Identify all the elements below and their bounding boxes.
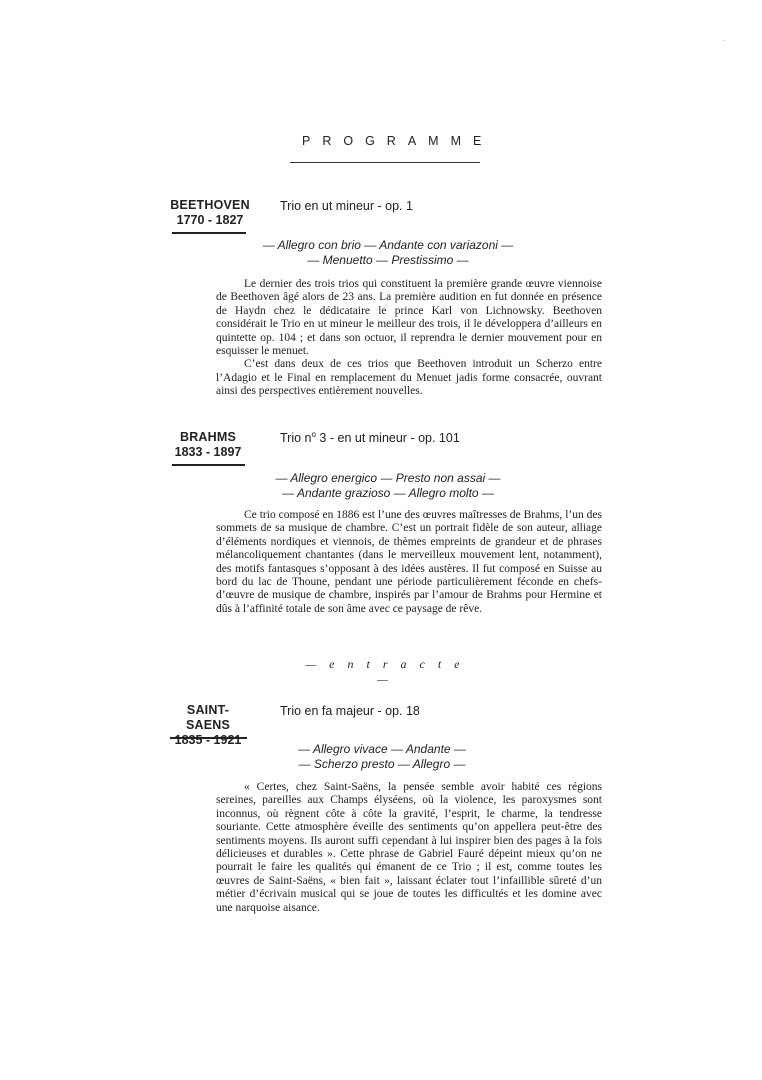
composer-brahms [166, 430, 250, 460]
composer-name: BRAHMS [179, 430, 237, 444]
page-title: PROGRAMME [302, 134, 494, 148]
movements [218, 471, 558, 500]
composer-dates: 1835 - 1921 [174, 733, 242, 747]
scan-mark: · [722, 36, 726, 47]
movements-line: — Allegro energico — Presto non assai — [275, 471, 501, 485]
composer-dates: 1770 - 1827 [176, 213, 244, 227]
work-title-suffix: 3 - en ut mineur - op. 101 [315, 431, 460, 445]
notes-paragraph [216, 509, 602, 616]
composer-underline [170, 737, 247, 739]
composer-underline [172, 464, 245, 466]
title-underline [290, 162, 480, 163]
movements-line: — Allegro vivace — Andante — [298, 742, 466, 756]
movements-line: — Scherzo presto — Allegro — [298, 756, 466, 771]
work-title [280, 430, 460, 445]
composer-dates: 1833 - 1897 [174, 445, 242, 459]
composer-beethoven [168, 198, 252, 228]
work-title: Trio en fa majeur - op. 18 [280, 704, 420, 718]
work-title: Trio en ut mineur - op. 1 [280, 199, 413, 213]
paragraph: C’est dans deux de ces trios que Beethoven introduit un Scherzo entre l’Adagio et le Final en remplacement du Menuet jadis forme consacrée, ouvrant ainsi des perspectives entièrement nouvelles. [216, 358, 602, 398]
movements [218, 238, 558, 267]
paragraph: « Certes, chez Saint-Saëns, la pensée semble avoir habité ces régions sereines, pareilles aux Champs élyséens, où la violence, les paroxysmes sont inconnus, où règnent côte à côte la gravité, l’esprit, le charme, la tendresse souriante. Cette atmosphère éveille des sentiments qu’on appellera peut-être des sentiments moyens. Ils auront suffi cependant à lui inspirer bien des pages à la fois délicieuses et durables ». Cette phrase de Gabriel Fauré dépeint mieux qu’on ne pourrait le faire les qualités qui émanent de ce Trio ; il est, comme toutes les œuvres de Saint-Saëns, « bien fait », laissant éclater tout l’infaillible sûreté d’un métier d’écrivain musical qui se joue de toutes les difficultés et les domine avec une narquoise aisance. [216, 781, 602, 914]
paragraph: Ce trio composé en 1886 est l’une des œuvres maîtresses de Brahms, l’un des sommets de sa musique de chambre. C’est un portrait fidèle de son auteur, alliage d’éléments nordiques et viennois, de thèmes empreints de grandeur et de phrases mélancoliquement chantantes (dans le merveilleux mouvement lent, notamment), des motifs fantasques s’opposant à des idées austères. Il fut composé en Suisse au bord du lac de Thoune, pendant une période particulièrement féconde en chefs-d’œuvre de musique de chambre, inspirés par l’amour de Brahms pour Hermine et dûs à l’affinité totale de son âme avec ce paysage de rêve. [216, 509, 602, 615]
movements [212, 742, 552, 771]
notes-paragraph [216, 278, 602, 399]
work-title-superscript: o [311, 430, 316, 439]
movements-line: — Andante grazioso — Allegro molto — [282, 485, 494, 500]
movements-line: — Allegro con brio — Andante con variazoni — [262, 238, 514, 252]
notes-paragraph [216, 781, 602, 915]
paragraph: Le dernier des trois trios qui constituent la première grande œuvre viennoise de Beethoven âgé alors de 23 ans. La première audition en fut donnée en présence de Haydn chez le dédicataire le prince Karl von Lichnowsky. Beethoven considérait le Trio en ut mineur le meilleur des trois, il le développera d’ailleurs en quintette op. 104 ; et dans son octuor, il reprendra le dernier mouvement pour en esquisser le menuet. [216, 278, 602, 358]
movements-line: — Menuetto — Prestissimo — [307, 252, 469, 267]
composer-name: BEETHOVEN [170, 198, 250, 212]
composer-name: SAINT-SAENS [185, 703, 231, 732]
work-title-prefix: Trio n [280, 431, 312, 445]
composer-underline [172, 232, 246, 234]
entracte: — e n t r a c t e — [305, 657, 465, 686]
